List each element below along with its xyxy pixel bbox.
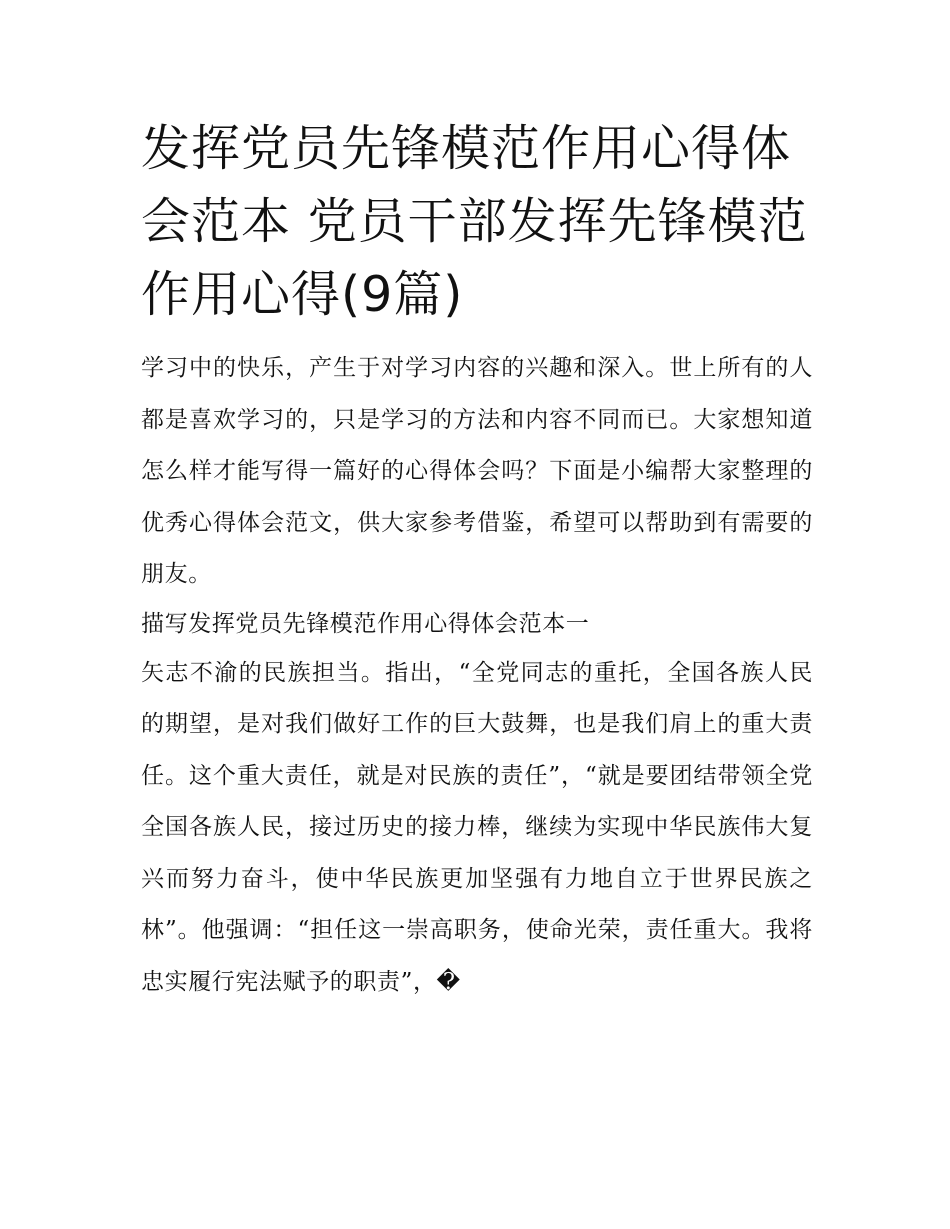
section-heading: 描写发挥党员先锋模范作用心得体会范本一 bbox=[141, 610, 590, 637]
intro-paragraph: 学习中的快乐，产生于对学习内容的兴趣和深入。世上所有的人都是喜欢学习的，只是学习的方法和内容不同而已。大家想知道怎么样才能写得一篇好的心得体会吗？下面是小编帮大家整理的优秀心得体会范文，供大家参考借鉴，希望可以帮助到有需要的朋友。 bbox=[141, 355, 813, 587]
document-content bbox=[141, 343, 813, 1008]
document-page bbox=[141, 112, 813, 1008]
document-title: 发挥党员先锋模范作用心得体会范本 党员干部发挥先锋模范作用心得(9篇) bbox=[141, 120, 808, 323]
body-paragraph: 矢志不渝的民族担当。指出，“全党同志的重托，全国各族人民的期望，是对我们做好工作的巨大鼓舞，也是我们肩上的重大责任。这个重大责任，就是对民族的责任”，“就是要团结带领全党全国各族人民，接过历史的接力棒，继续为实现中华民族伟大复兴而努力奋斗，使中华民族更加坚强有力地自立于世界民族之林”。他强调：“担任这一崇高职务，使命光荣，责任重大。我将忠实履行宪法赋予的职责”，� bbox=[141, 659, 813, 995]
